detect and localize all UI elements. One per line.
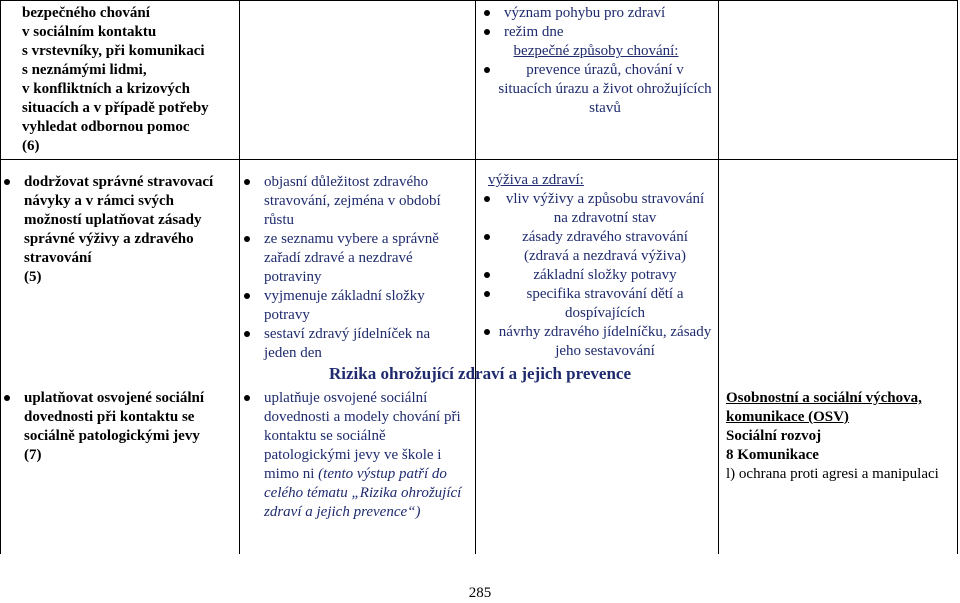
- nutrition-curriculum: [480, 171, 712, 361]
- row-divider-1: [0, 159, 958, 160]
- section-heading: Rizika ohrožující zdraví a jejich prevence: [328, 364, 631, 383]
- top-outcome-line: v konfliktních a krizových: [22, 81, 190, 97]
- expected-outcome-item: vyjmenuje základní složky potravy: [240, 287, 466, 325]
- outcome-code: (5): [24, 269, 42, 285]
- outcome-code: (7): [24, 447, 42, 463]
- top-outcome-line: v sociálním kontaktu: [22, 24, 157, 40]
- top-outcome-line: s neznámými lidmi,: [22, 62, 147, 78]
- theme-module: 8 Komunikace: [726, 447, 819, 463]
- top-outcome-line: situacích a v případě potřeby: [22, 100, 209, 116]
- top-outcome-code: (6): [22, 138, 40, 154]
- curriculum-item: základní složky potravy: [480, 266, 712, 285]
- expected-outcome-item: sestaví zdravý jídelníček na jeden den: [240, 325, 466, 363]
- curriculum-subheading: bezpečné způsoby chování:: [513, 43, 679, 59]
- curriculum-item: význam pohybu pro zdraví: [480, 4, 712, 23]
- curriculum-subheading: výživa a zdraví:: [488, 172, 584, 188]
- curriculum-item: prevence úrazů, chování v situacích úrazu a život ohrožujících stavů: [480, 61, 712, 118]
- theme-subtitle: Sociální rozvoj: [726, 428, 822, 444]
- col3-right-border: [718, 0, 719, 554]
- nutrition-outcome: [0, 173, 234, 287]
- expected-outcome-text: uplatňuje osvojené sociální dovednosti a modely chování při kontaktu se sociálně patologickými jevy ve škole i mimo ni: [264, 390, 461, 482]
- row-divider-top: [0, 0, 958, 1]
- top-row-outcome: [22, 4, 234, 156]
- risk-outcome: [0, 389, 234, 465]
- top-outcome-line: vyhledat odbornou pomoc: [22, 119, 190, 135]
- col2-right-border: [475, 0, 476, 554]
- curriculum-item: návrhy zdravého jídelníčku, zásady jeho sestavování: [480, 323, 712, 361]
- expected-outcome-item: [240, 389, 466, 522]
- curriculum-item: režim dne: [480, 23, 712, 42]
- outcome-item: uplatňovat osvojené sociální dovednosti při kontaktu se sociálně patologickými jevy: [0, 389, 234, 446]
- theme-text: l) ochrana proti agresi a manipulaci: [726, 466, 939, 482]
- expected-outcome-item: ze seznamu vybere a správně zařadí zdravé a nezdravé potraviny: [240, 230, 466, 287]
- expected-outcome-item: objasní důležitost zdravého stravování, zejména v období růstu: [240, 173, 466, 230]
- top-row-curriculum: [480, 4, 712, 118]
- curriculum-item: specifika stravování dětí a dospívajících: [480, 285, 712, 323]
- curriculum-item: zásady zdravého stravování (zdravá a nezdravá výživa): [480, 228, 712, 266]
- top-outcome-line: s vrstevníky, při komunikaci: [22, 43, 205, 59]
- curriculum-item: vliv výživy a způsobu stravování na zdravotní stav: [480, 190, 712, 228]
- risk-expected-outcomes: [240, 389, 466, 522]
- expected-outcome-note: (tento výstup patří do celého tématu „Rizika ohrožující zdraví a jejich prevence“): [264, 466, 462, 520]
- page-number: 285: [468, 585, 492, 601]
- table-right-border: [957, 0, 958, 554]
- nutrition-expected-outcomes: [240, 173, 466, 363]
- theme-title: Osobnostní a sociální výchova, komunikace (OSV): [726, 390, 922, 425]
- outcome-item: dodržovat správné stravovací návyky a v rámci svých možností uplatňovat zásady správné výživy a zdravého stravování: [0, 173, 234, 268]
- top-outcome-line: bezpečného chování: [22, 5, 150, 21]
- cross-curricular-theme: [726, 389, 952, 484]
